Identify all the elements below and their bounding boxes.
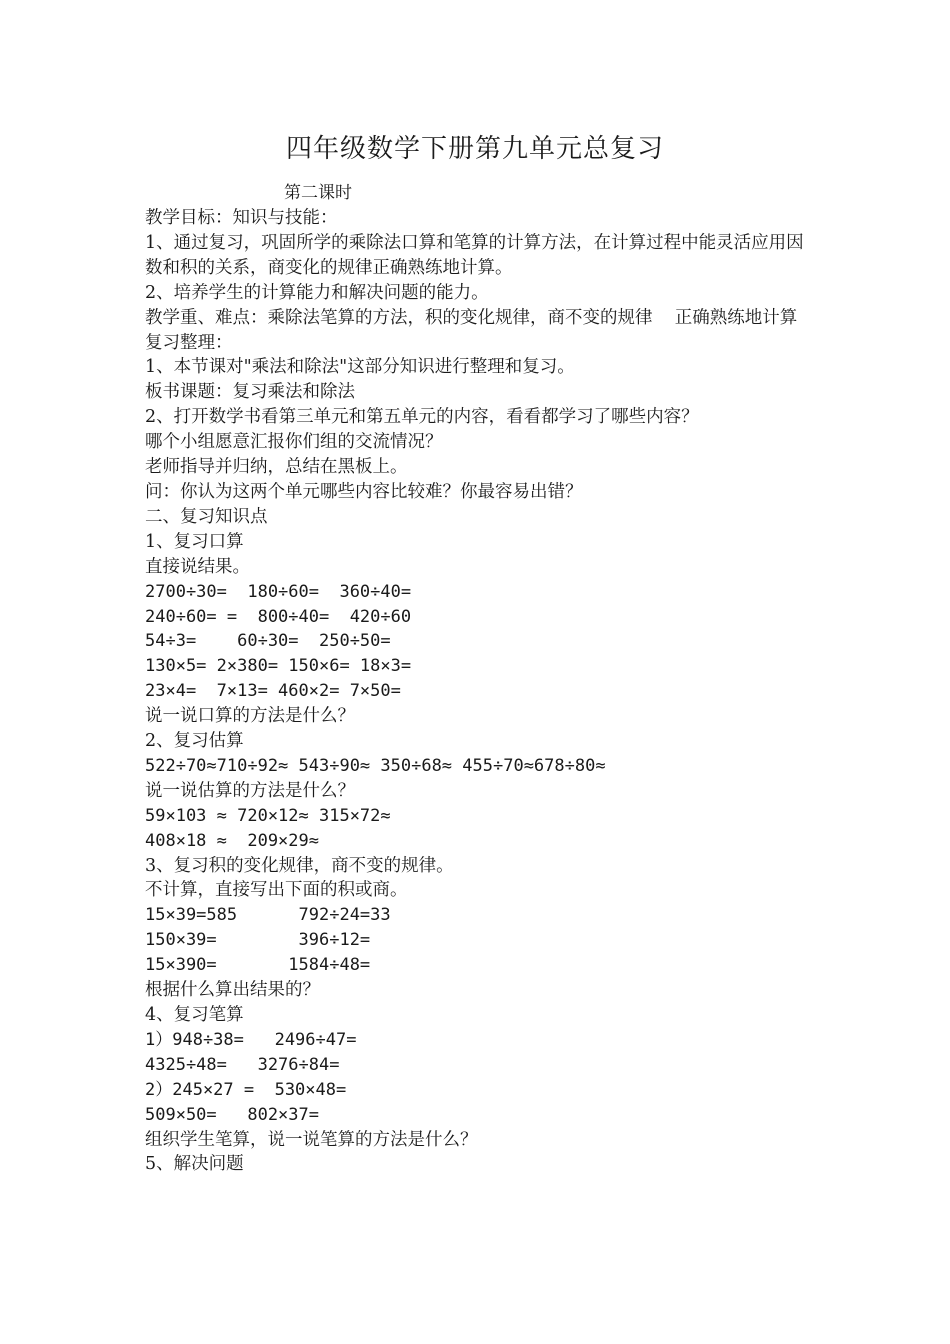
text-line: 复习整理： [145, 332, 233, 353]
text-line: 2、打开数学书看第三单元和第五单元的内容，看看都学习了哪些内容？ [145, 407, 699, 428]
text-line: 直接说结果。 [145, 556, 250, 577]
text-line: 408×18 ≈ 209×29≈ [145, 830, 319, 851]
text-line: 15×39=585 792÷24=33 [145, 905, 391, 926]
text-line: 59×103 ≈ 720×12≈ 315×72≈ [145, 805, 391, 826]
text-line: 1、本节课对"乘法和除法"这部分知识进行整理和复习。 [145, 357, 575, 378]
text-line: 板书课题：复习乘法和除法 [145, 382, 355, 403]
text-line: 150×39= 396÷12= [145, 930, 371, 951]
text-line: 2700÷30= 180÷60= 360÷40= [145, 581, 412, 602]
text-line: 教学重、难点：乘除法笔算的方法，积的变化规律，商不变的规律 正确熟练地计算 [145, 307, 798, 328]
text-line: 不计算，直接写出下面的积或商。 [145, 880, 408, 901]
text-line: 1、通过复习，巩固所学的乘除法口算和笔算的计算方法，在计算过程中能灵活应用因数和积的关系，商变化的规律正确熟练地计算。 [145, 232, 804, 278]
text-line: 1、复习口算 [145, 531, 244, 552]
text-line: 4325÷48= 3276÷84= [145, 1054, 340, 1075]
text-line: 23×4= 7×13= 460×2= 7×50= [145, 681, 401, 702]
text-line: 1）948÷38= 2496÷47= [145, 1029, 357, 1050]
text-line: 130×5= 2×380= 150×6= 18×3= [145, 656, 412, 677]
text-line: 哪个小组愿意汇报你们组的交流情况？ [145, 432, 443, 453]
text-line: 说一说口算的方法是什么？ [145, 706, 355, 727]
text-line: 509×50= 802×37= [145, 1104, 319, 1125]
text-line: 教学目标：知识与技能： [145, 208, 338, 228]
text-line: 5、解决问题 [145, 1154, 244, 1175]
text-line: 4、复习笔算 [145, 1005, 244, 1025]
text-line: 问：你认为这两个单元哪些内容比较难？你最容易出错？ [145, 481, 583, 502]
document-body [145, 206, 810, 1177]
text-line: 15×390= 1584÷48= [145, 955, 371, 976]
document-subtitle: 第二课时 [284, 183, 352, 203]
text-line: 240÷60= = 800÷40= 420÷60 [145, 606, 412, 627]
text-line: 522÷70≈710÷92≈ 543÷90≈ 350÷68≈ 455÷70≈678÷80≈ [145, 755, 606, 776]
document-title: 四年级数学下册第九单元总复习 [285, 134, 664, 164]
text-line: 根据什么算出结果的？ [145, 980, 320, 1001]
text-line: 说一说估算的方法是什么？ [145, 780, 355, 801]
text-line: 组织学生笔算，说一说笔算的方法是什么？ [145, 1129, 478, 1150]
text-line: 3、复习积的变化规律，商不变的规律。 [145, 855, 454, 876]
text-line: 54÷3= 60÷30= 250÷50= [145, 631, 391, 652]
text-line: 2）245×27 = 530×48= [145, 1079, 347, 1100]
text-line: 2、培养学生的计算能力和解决问题的能力。 [145, 282, 489, 303]
text-line: 二、复习知识点 [145, 506, 268, 527]
text-line: 2、复习估算 [145, 731, 244, 752]
text-line: 老师指导并归纳，总结在黑板上。 [145, 457, 408, 478]
